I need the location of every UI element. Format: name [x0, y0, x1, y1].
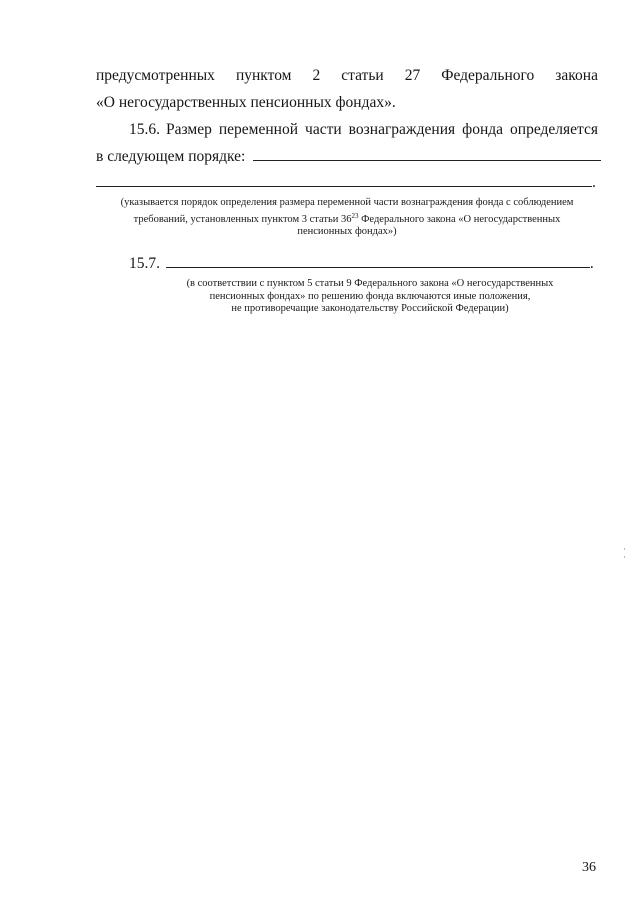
word: закона: [555, 67, 598, 84]
note-line: (в соответствии с пунктом 5 статьи 9 Федерального закона «О негосударственных: [186, 278, 554, 289]
note-line: пенсионных фондах» по решению фонда включаются иные положения,: [209, 290, 531, 302]
word: пунктом: [235, 67, 292, 84]
scan-speck: [624, 548, 625, 550]
word: предусмотренных: [96, 67, 215, 84]
note-text: требований, установленных пунктом 3 статьи 36: [133, 213, 352, 225]
paragraph-text: в следующем порядке:: [96, 148, 246, 165]
item-15-7: [129, 253, 598, 274]
fill-in-blank: [96, 172, 592, 187]
superscript: 23: [351, 211, 359, 220]
line-end-period: .: [589, 255, 594, 272]
fill-in-blank: [166, 253, 590, 268]
footnote-15-6: [96, 197, 598, 239]
note-line: пенсионных фондах»): [297, 226, 397, 237]
word: статьи: [341, 67, 384, 84]
page-number: 36: [582, 860, 596, 875]
word: 27: [404, 67, 421, 84]
footnote-15-7: [150, 278, 590, 316]
note-line: (указывается порядок определения размера переменной части вознаграждения фонда с соблюдением: [120, 197, 574, 208]
fill-in-blank: [253, 146, 601, 161]
note-text: Федерального закона «О негосударственных: [358, 213, 561, 225]
line-end-period: .: [592, 174, 596, 191]
section-number: 15.7.: [129, 255, 160, 272]
note-line: не противоречащие законодательству Российской Федерации): [231, 303, 509, 314]
scan-speck: [624, 556, 625, 558]
word: Федерального: [441, 67, 535, 84]
word: 2: [312, 67, 321, 84]
paragraph-1-line-1: [96, 66, 598, 86]
section-number: 15.6.: [129, 121, 160, 138]
paragraph-15-6-line-3: [96, 172, 598, 193]
paragraph-1-line-2: «О негосударственных пенсионных фондах».: [96, 94, 396, 111]
note-line: [96, 210, 598, 227]
paragraph-text: Размер переменной части вознаграждения фонда определяется: [166, 121, 598, 138]
paragraph-15-6-line-1: [129, 120, 598, 140]
paragraph-15-6-line-2: [96, 146, 598, 167]
